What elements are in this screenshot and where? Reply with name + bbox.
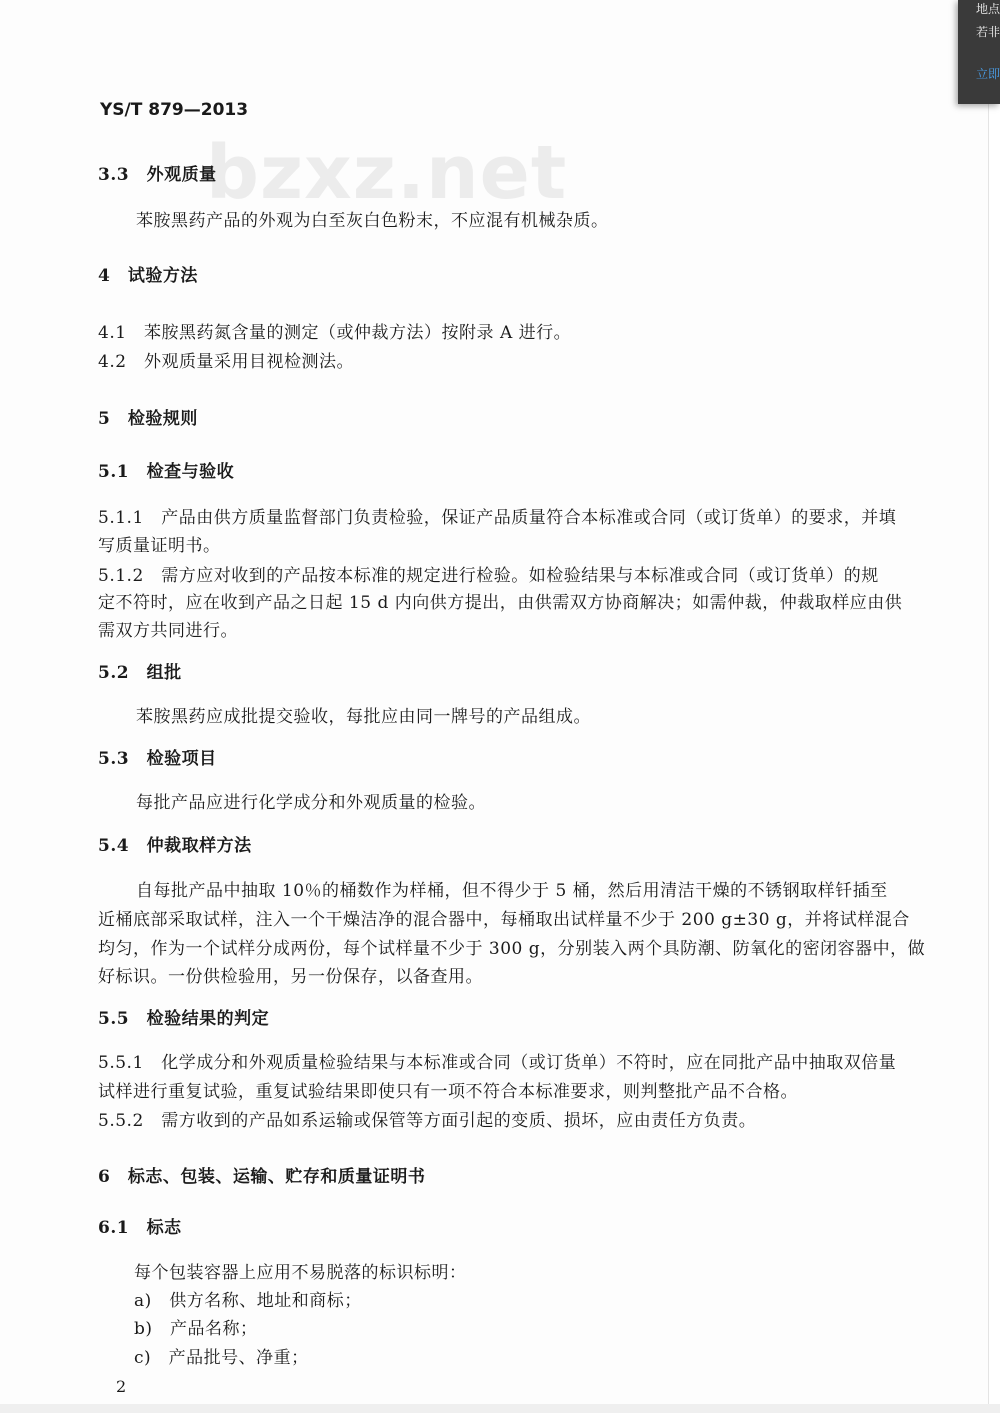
paragraph-continued: 均匀，作为一个试样分成两份，每个试样量不少于 300 g，分别装入两个具防潮、防氧化的密闭容器中，做 [98,939,926,959]
section-heading: 3.3 外观质量 [98,165,217,185]
popup-text: 若非 [976,25,1000,39]
clause: 4.1 苯胺黑药氮含量的测定（或仲裁方法）按附录 A 进行。 [98,323,572,343]
clause: 5.1.2 需方应对收到的产品按本标准的规定进行检验。如检验结果与本标准或合同（或订货单）的规 [98,566,879,586]
clause: 5.1.1 产品由供方质量监督部门负责检验，保证产品质量符合本标准或合同（或订货单）的要求，并填 [98,508,897,528]
paragraph: 苯胺黑药应成批提交验收，每批应由同一牌号的产品组成。 [136,707,591,727]
chapter-heading: 5 检验规则 [98,409,198,429]
watermark: bzxz.net [206,130,568,216]
notification-popup[interactable] [958,0,1000,104]
clause-continued: 试样进行重复试验，重复试验结果即使只有一项不符合本标准要求，则判整批产品不合格。 [98,1082,798,1102]
clause: 5.5.1 化学成分和外观质量检验结果与本标准或合同（或订货单）不符时，应在同批产品中抽取双倍量 [98,1053,897,1073]
page-number: 2 [116,1377,127,1396]
section-heading: 6.1 标志 [98,1218,182,1238]
list-item: b) 产品名称； [134,1319,258,1339]
list-item: c) 产品批号、净重； [134,1348,309,1368]
section-heading: 5.4 仲裁取样方法 [98,836,252,856]
section-heading: 5.2 组批 [98,663,182,683]
section-heading: 5.1 检查与验收 [98,462,235,482]
paragraph-continued: 近桶底部采取试样，注入一个干燥洁净的混合器中，每桶取出试样量不少于 200 g±30 g，并将试样混合 [98,910,910,930]
clause-continued: 定不符时，应在收到产品之日起 15 d 内向供方提出，由供需双方协商解决；如需仲裁，仲裁取样应由供 [98,593,903,613]
popup-action-link[interactable]: 立即 [976,67,1000,81]
clause-continued: 需双方共同进行。 [98,621,238,641]
paragraph: 苯胺黑药产品的外观为白至灰白色粉末，不应混有机械杂质。 [136,211,609,231]
paragraph: 每个包装容器上应用不易脱落的标识标明： [134,1263,467,1283]
paragraph-continued: 好标识。一份供检验用，另一份保存，以备查用。 [98,967,483,987]
clause: 5.5.2 需方收到的产品如系运输或保管等方面引起的变质、损坏，应由责任方负责。 [98,1111,757,1131]
section-heading: 5.5 检验结果的判定 [98,1009,270,1029]
standard-code: YS/T 879—2013 [100,100,249,120]
viewer-bottom-edge [0,1404,1000,1413]
section-heading: 5.3 检验项目 [98,749,217,769]
clause: 4.2 外观质量采用目视检测法。 [98,352,355,372]
paragraph: 自每批产品中抽取 10％的桶数作为样桶，但不得少于 5 桶，然后用清洁干燥的不锈钢取样钎插至 [136,881,888,901]
list-item: a) 供方名称、地址和商标； [134,1291,362,1311]
popup-text: 地点 [976,2,1000,16]
clause-continued: 写质量证明书。 [98,536,221,556]
chapter-heading: 6 标志、包装、运输、贮存和质量证明书 [98,1167,426,1187]
chapter-heading: 4 试验方法 [98,266,198,286]
paragraph: 每批产品应进行化学成分和外观质量的检验。 [136,793,486,813]
